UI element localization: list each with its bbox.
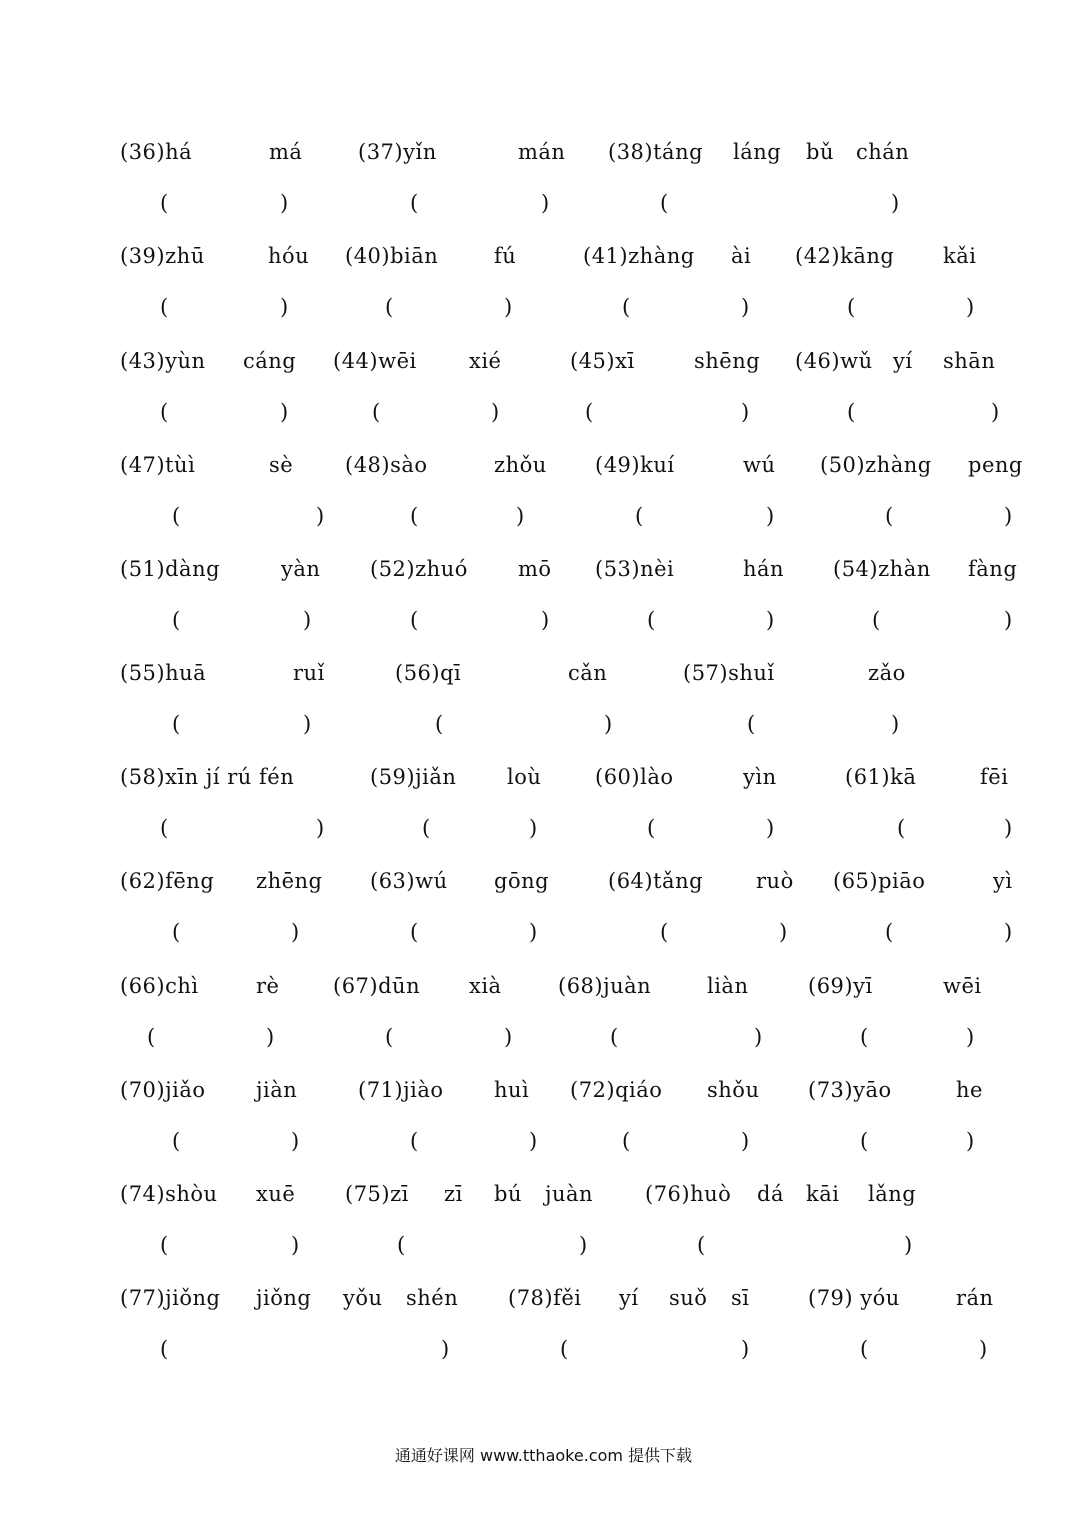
pinyin-text: wēi: [943, 974, 982, 998]
pinyin-row: [0, 1179, 1087, 1209]
pinyin-text: (44)wēi: [333, 349, 417, 373]
pinyin-text: (70)jiǎo: [120, 1078, 206, 1102]
answer-close-paren: ): [280, 400, 289, 424]
answer-open-paren: (: [872, 608, 881, 632]
answer-open-paren: (: [397, 1233, 406, 1257]
answer-close-paren: ): [779, 920, 788, 944]
pinyin-text: shǒu: [707, 1078, 760, 1102]
pinyin-text: (61)kā: [845, 765, 917, 789]
answer-open-paren: (: [647, 816, 656, 840]
pinyin-row: [0, 1283, 1087, 1313]
pinyin-text: (50)zhàng: [820, 453, 932, 477]
pinyin-row: [0, 866, 1087, 896]
pinyin-text: yìn: [743, 765, 777, 789]
pinyin-text: he: [956, 1078, 983, 1102]
pinyin-text: (73)yāo: [808, 1078, 892, 1102]
pinyin-text: (67)dūn: [333, 974, 421, 998]
pinyin-row: [0, 658, 1087, 688]
pinyin-text: (40)biān: [345, 244, 439, 268]
answer-open-paren: (: [860, 1025, 869, 1049]
answer-open-paren: (: [172, 1129, 181, 1153]
answer-open-paren: (: [885, 920, 894, 944]
answer-row[interactable]: [0, 188, 1087, 218]
answer-open-paren: (: [160, 400, 169, 424]
pinyin-text: jiǒng: [256, 1286, 312, 1310]
pinyin-text: jiàn: [256, 1078, 298, 1102]
answer-close-paren: ): [1004, 920, 1013, 944]
pinyin-text: sī: [731, 1286, 750, 1310]
pinyin-text: (69)yī: [808, 974, 873, 998]
answer-close-paren: ): [303, 712, 312, 736]
answer-open-paren: (: [622, 295, 631, 319]
pinyin-text: yǒu: [343, 1286, 383, 1310]
pinyin-text: xuē: [256, 1182, 296, 1206]
pinyin-text: rán: [956, 1286, 994, 1310]
pinyin-text: (39)zhū: [120, 244, 205, 268]
answer-open-paren: (: [160, 1337, 169, 1361]
answer-close-paren: ): [291, 1233, 300, 1257]
pinyin-text: (42)kāng: [795, 244, 895, 268]
answer-row[interactable]: [0, 1334, 1087, 1364]
answer-row[interactable]: [0, 917, 1087, 947]
pinyin-row: [0, 1075, 1087, 1105]
answer-close-paren: ): [979, 1337, 988, 1361]
pinyin-text: yàn: [281, 557, 321, 581]
pinyin-text: ruò: [756, 869, 794, 893]
pinyin-text: shēng: [694, 349, 761, 373]
pinyin-text: (72)qiáo: [570, 1078, 663, 1102]
pinyin-text: sè: [269, 453, 294, 477]
pinyin-text: ruǐ: [293, 661, 325, 685]
pinyin-text: (41)zhàng: [583, 244, 695, 268]
pinyin-text: (62)fēng: [120, 869, 215, 893]
pinyin-text: xié: [469, 349, 502, 373]
pinyin-text: fēi: [980, 765, 1009, 789]
pinyin-text: (56)qī: [395, 661, 462, 685]
pinyin-text: (63)wú: [370, 869, 448, 893]
pinyin-text: (55)huā: [120, 661, 207, 685]
answer-close-paren: ): [766, 608, 775, 632]
answer-close-paren: ): [891, 191, 900, 215]
pinyin-text: (52)zhuó: [370, 557, 468, 581]
pinyin-text: ài: [731, 244, 752, 268]
answer-close-paren: ): [741, 1337, 750, 1361]
pinyin-text: zhēng: [256, 869, 323, 893]
answer-row[interactable]: [0, 1126, 1087, 1156]
pinyin-text: (53)nèi: [595, 557, 675, 581]
answer-open-paren: (: [697, 1233, 706, 1257]
answer-close-paren: ): [316, 504, 325, 528]
answer-close-paren: ): [966, 1129, 975, 1153]
answer-open-paren: (: [635, 504, 644, 528]
answer-open-paren: (: [422, 816, 431, 840]
pinyin-text: láng: [733, 140, 782, 164]
answer-open-paren: (: [647, 608, 656, 632]
pinyin-text: chán: [856, 140, 910, 164]
answer-close-paren: ): [579, 1233, 588, 1257]
answer-open-paren: (: [160, 816, 169, 840]
answer-close-paren: ): [741, 400, 750, 424]
answer-close-paren: ): [891, 712, 900, 736]
pinyin-text: hóu: [268, 244, 310, 268]
pinyin-text: bǔ: [806, 140, 834, 164]
pinyin-text: juàn: [545, 1182, 594, 1206]
answer-open-paren: (: [435, 712, 444, 736]
answer-row[interactable]: [0, 709, 1087, 739]
pinyin-text: fàng: [968, 557, 1018, 581]
answer-close-paren: ): [1004, 504, 1013, 528]
answer-open-paren: (: [172, 504, 181, 528]
pinyin-text: (59)jiǎn: [370, 765, 457, 789]
answer-open-paren: (: [372, 400, 381, 424]
answer-row[interactable]: [0, 1022, 1087, 1052]
pinyin-row: [0, 971, 1087, 1001]
pinyin-text: yí: [619, 1286, 639, 1310]
answer-close-paren: ): [966, 1025, 975, 1049]
answer-open-paren: (: [660, 920, 669, 944]
answer-close-paren: ): [291, 920, 300, 944]
pinyin-text: kāi: [806, 1182, 840, 1206]
answer-open-paren: (: [410, 608, 419, 632]
answer-close-paren: ): [904, 1233, 913, 1257]
answer-open-paren: (: [160, 295, 169, 319]
pinyin-text: (48)sào: [345, 453, 428, 477]
answer-open-paren: (: [660, 191, 669, 215]
pinyin-text: (71)jiào: [358, 1078, 444, 1102]
pinyin-text: (38)táng: [608, 140, 704, 164]
pinyin-text: shén: [406, 1286, 459, 1310]
answer-open-paren: (: [585, 400, 594, 424]
answer-close-paren: ): [991, 400, 1000, 424]
pinyin-text: cǎn: [568, 661, 608, 685]
pinyin-row: [0, 450, 1087, 480]
pinyin-text: (60)lào: [595, 765, 674, 789]
pinyin-text: (68)juàn: [558, 974, 652, 998]
pinyin-text: (54)zhàn: [833, 557, 931, 581]
answer-close-paren: ): [441, 1337, 450, 1361]
answer-open-paren: (: [147, 1025, 156, 1049]
pinyin-text: shān: [943, 349, 996, 373]
answer-row[interactable]: [0, 1230, 1087, 1260]
answer-close-paren: ): [541, 608, 550, 632]
answer-close-paren: ): [1004, 608, 1013, 632]
answer-open-paren: (: [172, 920, 181, 944]
pinyin-text: zǎo: [868, 661, 906, 685]
answer-close-paren: ): [516, 504, 525, 528]
pinyin-text: kǎi: [943, 244, 977, 268]
answer-open-paren: (: [410, 191, 419, 215]
pinyin-text: (76)huò: [645, 1182, 732, 1206]
pinyin-text: (77)jiǒng: [120, 1286, 221, 1310]
answer-close-paren: ): [541, 191, 550, 215]
pinyin-text: (79) yóu: [808, 1286, 900, 1310]
pinyin-text: (65)piāo: [833, 869, 926, 893]
pinyin-text: yì: [993, 869, 1013, 893]
answer-close-paren: ): [504, 295, 513, 319]
pinyin-text: zī: [444, 1182, 463, 1206]
pinyin-text: (37)yǐn: [358, 140, 437, 164]
pinyin-text: fú: [494, 244, 517, 268]
pinyin-row: [0, 241, 1087, 271]
pinyin-text: wú: [743, 453, 776, 477]
answer-open-paren: (: [747, 712, 756, 736]
answer-close-paren: ): [754, 1025, 763, 1049]
pinyin-text: má: [269, 140, 303, 164]
answer-close-paren: ): [529, 920, 538, 944]
pinyin-text: (57)shuǐ: [683, 661, 775, 685]
answer-close-paren: ): [491, 400, 500, 424]
answer-close-paren: ): [741, 295, 750, 319]
pinyin-text: (64)tǎng: [608, 869, 704, 893]
pinyin-row: [0, 762, 1087, 792]
pinyin-text: peng: [968, 453, 1023, 477]
pinyin-text: cáng: [243, 349, 297, 373]
pinyin-row: [0, 137, 1087, 167]
answer-row[interactable]: [0, 397, 1087, 427]
pinyin-text: loù: [507, 765, 542, 789]
pinyin-text: (45)xī: [570, 349, 635, 373]
pinyin-text: mán: [518, 140, 566, 164]
answer-open-paren: (: [885, 504, 894, 528]
answer-open-paren: (: [160, 1233, 169, 1257]
pinyin-text: (51)dàng: [120, 557, 221, 581]
pinyin-text: yí: [893, 349, 913, 373]
pinyin-text: (47)tùì: [120, 453, 196, 477]
answer-open-paren: (: [610, 1025, 619, 1049]
answer-close-paren: ): [280, 295, 289, 319]
answer-open-paren: (: [160, 191, 169, 215]
answer-open-paren: (: [410, 504, 419, 528]
pinyin-text: rè: [256, 974, 280, 998]
answer-close-paren: ): [604, 712, 613, 736]
answer-open-paren: (: [410, 1129, 419, 1153]
pinyin-text: (43)yùn: [120, 349, 206, 373]
answer-open-paren: (: [385, 1025, 394, 1049]
answer-open-paren: (: [847, 400, 856, 424]
answer-close-paren: ): [303, 608, 312, 632]
answer-open-paren: (: [860, 1337, 869, 1361]
answer-row[interactable]: [0, 813, 1087, 843]
answer-open-paren: (: [172, 712, 181, 736]
pinyin-text: (36)há: [120, 140, 193, 164]
pinyin-text: mō: [518, 557, 552, 581]
pinyin-text: zhǒu: [494, 453, 547, 477]
pinyin-text: dá: [757, 1182, 784, 1206]
pinyin-text: liàn: [707, 974, 749, 998]
answer-open-paren: (: [622, 1129, 631, 1153]
answer-close-paren: ): [280, 191, 289, 215]
answer-open-paren: (: [847, 295, 856, 319]
answer-close-paren: ): [291, 1129, 300, 1153]
pinyin-row: [0, 554, 1087, 584]
pinyin-text: (49)kuí: [595, 453, 675, 477]
answer-close-paren: ): [966, 295, 975, 319]
pinyin-text: (66)chì: [120, 974, 199, 998]
answer-close-paren: ): [1004, 816, 1013, 840]
answer-open-paren: (: [410, 920, 419, 944]
pinyin-text: xià: [469, 974, 502, 998]
answer-open-paren: (: [897, 816, 906, 840]
pinyin-text: suǒ: [669, 1286, 708, 1310]
answer-open-paren: (: [172, 608, 181, 632]
pinyin-text: (78)fěi: [508, 1286, 582, 1310]
answer-row[interactable]: [0, 605, 1087, 635]
answer-close-paren: ): [504, 1025, 513, 1049]
pinyin-text: lǎng: [868, 1182, 917, 1206]
answer-close-paren: ): [529, 816, 538, 840]
pinyin-text: (75)zī: [345, 1182, 409, 1206]
answer-close-paren: ): [766, 504, 775, 528]
answer-close-paren: ): [266, 1025, 275, 1049]
answer-open-paren: (: [860, 1129, 869, 1153]
pinyin-row: [0, 346, 1087, 376]
answer-close-paren: ): [316, 816, 325, 840]
pinyin-text: bú: [494, 1182, 522, 1206]
pinyin-text: (58)xīn jí rú fén: [120, 765, 295, 789]
pinyin-text: (46)wǔ: [795, 349, 873, 373]
answer-close-paren: ): [741, 1129, 750, 1153]
pinyin-text: gōng: [494, 869, 550, 893]
pinyin-text: hán: [743, 557, 785, 581]
answer-open-paren: (: [385, 295, 394, 319]
answer-row[interactable]: [0, 501, 1087, 531]
answer-close-paren: ): [529, 1129, 538, 1153]
answer-open-paren: (: [560, 1337, 569, 1361]
answer-row[interactable]: [0, 292, 1087, 322]
footer-credit: 通通好课网 www.tthaoke.com 提供下载: [394, 1446, 693, 1465]
answer-close-paren: ): [766, 816, 775, 840]
pinyin-text: huì: [494, 1078, 530, 1102]
pinyin-text: (74)shòu: [120, 1182, 218, 1206]
